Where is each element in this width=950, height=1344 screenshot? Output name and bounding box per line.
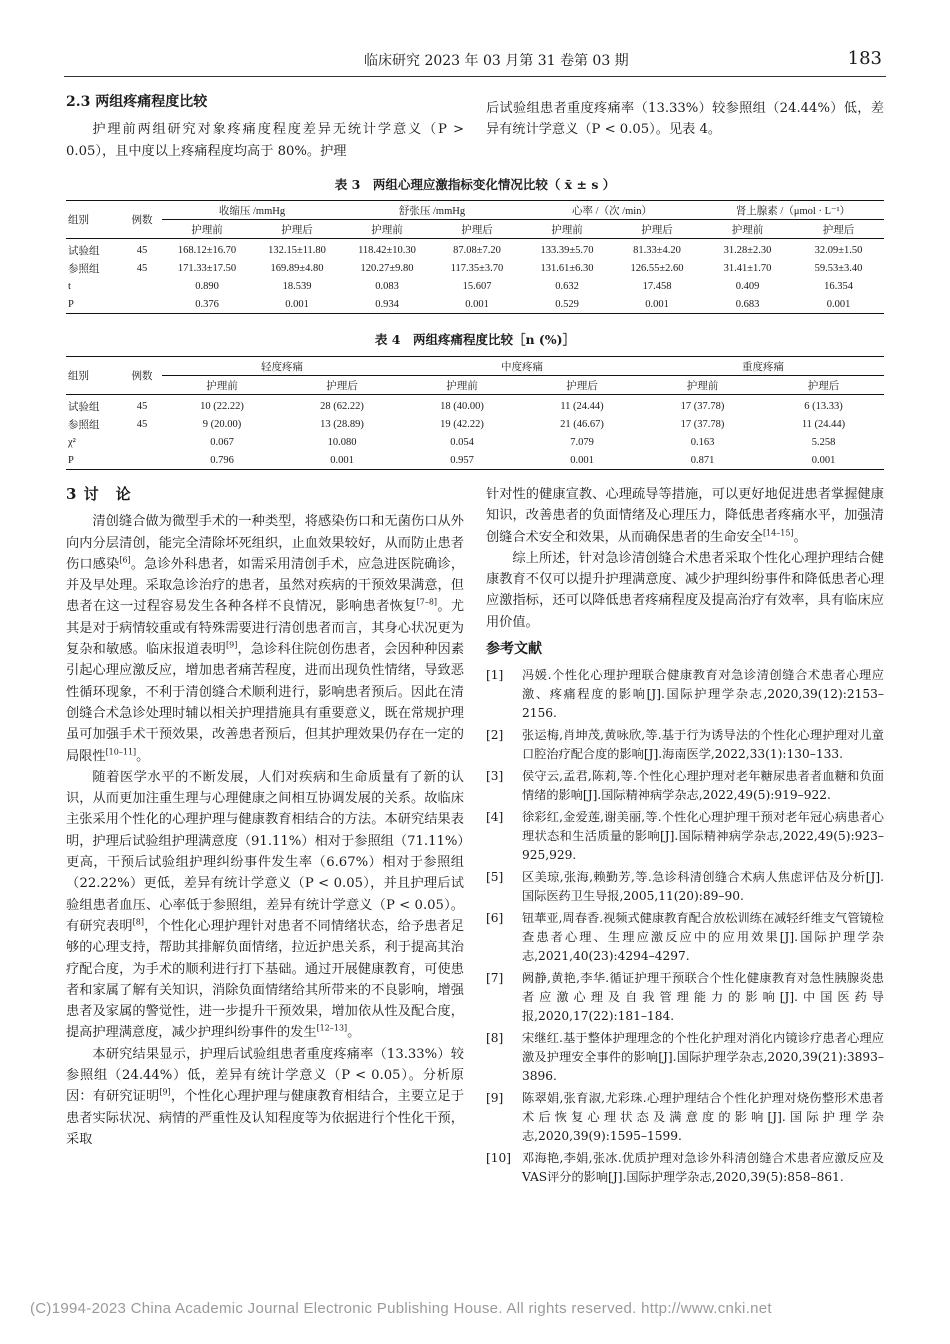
sub-header: 护理前 bbox=[522, 220, 612, 239]
reference-list bbox=[486, 666, 884, 1187]
sub-header: 护理后 bbox=[432, 220, 522, 239]
table-cell: 0.001 bbox=[793, 295, 884, 314]
table4 bbox=[66, 356, 884, 470]
group-header: 轻度疼痛 bbox=[162, 357, 402, 376]
table-cell: 0.871 bbox=[642, 451, 763, 470]
reference-item: [10] 邓海艳,李娟,张冰.优质护理对急诊外科清创缝合术患者应激反应及VAS评分的影响[J].国际护理学杂志,2020,39(5):858–861. bbox=[486, 1151, 884, 1185]
table-row bbox=[66, 295, 884, 314]
table-cell: 59.53±3.40 bbox=[814, 262, 863, 274]
table-cell: 0.376 bbox=[162, 295, 252, 314]
table-cell: 0.163 bbox=[690, 436, 715, 448]
table-cell: P bbox=[66, 295, 122, 314]
col-n: 例数 bbox=[122, 201, 162, 239]
table-cell: 0.054 bbox=[450, 436, 474, 448]
table-row bbox=[66, 395, 884, 416]
sub-header: 护理后 bbox=[252, 220, 342, 239]
citation: [7–8] bbox=[416, 598, 438, 608]
col-group: 组别 bbox=[66, 357, 122, 395]
table-cell: 17.458 bbox=[642, 280, 672, 292]
table-cell: 117.35±3.70 bbox=[450, 262, 504, 274]
section-2-3-continued bbox=[486, 98, 884, 141]
table-cell: 168.12±16.70 bbox=[177, 244, 237, 256]
table-cell: P bbox=[66, 451, 122, 470]
table-cell: 131.61±6.30 bbox=[540, 262, 594, 274]
table-cell: 120.27±9.80 bbox=[360, 262, 414, 274]
table-cell: 31.28±2.30 bbox=[723, 244, 772, 256]
table-cell: 0.934 bbox=[342, 295, 432, 314]
citation: [8] bbox=[132, 917, 145, 927]
table-cell bbox=[122, 451, 162, 470]
table3-caption: 表 3 两组心理应激指标变化情况比较（ x̄ ± s ） bbox=[334, 177, 616, 192]
table-cell: 31.41±1.70 bbox=[723, 262, 772, 274]
sub-header: 护理后 bbox=[522, 376, 642, 395]
table-cell: 0.796 bbox=[162, 451, 282, 470]
col-n: 例数 bbox=[122, 357, 162, 395]
reference-item: [2] 张运梅,肖坤茂,黄咏欣,等.基于行为诱导法的个性化心理护理对儿童口腔治疗配合度的影响[J].海南医学,2022,33(1):130–133. bbox=[486, 728, 884, 762]
table-cell: 19 (42.22) bbox=[440, 418, 484, 430]
table-cell: 0.001 bbox=[522, 451, 642, 470]
col-group: 组别 bbox=[66, 201, 122, 239]
table-cell: 0.001 bbox=[612, 295, 702, 314]
table3-body bbox=[66, 239, 884, 314]
group-header: 中度疼痛 bbox=[402, 357, 642, 376]
table-cell: 28 (62.22) bbox=[320, 400, 364, 412]
table-cell: 87.08±7.20 bbox=[453, 244, 501, 256]
reference-item: [3] 侯守云,孟君,陈莉,等.个性化心理护理对老年糖尿患者者血糖和负面情绪的影响[J].国际精神病学杂志,2022,49(5):919–922. bbox=[486, 769, 884, 803]
paragraph: 随着医学水平的不断发展，人们对疾病和生命质量有了新的认识，从而更加注重生理与心理健康之间相互协调发展的关系。故临床主张采用个性化的心理护理与健康教育相结合的方法。本研究结果表明，护理后试验组护理满意度（91.11%）相对于参照组（71.11%）更高，干预后试验组护理纠纷事件发生率（6.67%）相对于参照组（22.22%）更低，差异有统计学意义（P < 0.05），并且护理后试验组患者血压、心率低于参照组，差异有统计学意义（P < 0.05）。有研究表明[8]，个性化心理护理针对患者不同情绪状态，给予患者足够的心理支持，帮助其排解负面情绪，拉近护患关系，利于提高其治疗配合度，为手术的顺利进行打下基础。通过开展健康教育，可使患者和家属了解有关知识，消除负面情绪给其所带来的不良影响，增强患者及家属的警觉性，进一步提升干预效果，增加依从性及配合度，提高护理满意度，减少护理纠纷事件的发生[12–13]。 bbox=[66, 769, 465, 1041]
section-heading: 3 讨 论 bbox=[66, 485, 132, 503]
paragraph: 针对性的健康宣教、心理疏导等措施，可以更好地促进患者掌握健康知识，改善患者的负面情绪及心理压力，降低患者疼痛水平，加强清创缝合术安全和效果，从而确保患者的生命安全[14–15]。 bbox=[486, 487, 884, 545]
table-row bbox=[66, 259, 884, 277]
reference-item: [6] 钮華亚,周春香.视频式健康教育配合放松训练在减轻纤维支气管镜检查患者心理、生理应激反应中的应用效果[J].国际护理学杂志,2021,40(23):4294–4297. bbox=[486, 911, 884, 964]
paragraph: 综上所述，针对急诊清创缝合术患者采取个性化心理护理结合健康教育不仅可以提升护理满意度、减少护理纠纷事件和降低患者心理应激指标，还可以降低患者疼痛程度及提高治疗有效率，具有临床应用价值。 bbox=[486, 550, 884, 630]
table-cell: 0.001 bbox=[252, 295, 342, 314]
table-cell: 11 (24.44) bbox=[801, 418, 846, 430]
table-cell: 试验组 bbox=[68, 245, 100, 257]
table-cell: 0.957 bbox=[402, 451, 522, 470]
citation: [14–15] bbox=[762, 528, 794, 538]
sub-header: 护理后 bbox=[763, 376, 884, 395]
table-cell: 6 (13.33) bbox=[804, 400, 843, 412]
journal-issue: 临床研究 2023 年 03 月第 31 卷第 03 期 bbox=[364, 53, 629, 69]
table-cell: 15.607 bbox=[462, 280, 492, 292]
table-cell: 32.09±1.50 bbox=[814, 244, 863, 256]
citation: [6] bbox=[119, 555, 131, 565]
reference-item: [9] 陈翠娟,张育淑,尤彩珠.心理护理结合个性化护理对烧伤整形术患者术后恢复心理状态及满意度的影响[J].国际护理学杂志,2020,39(9):1595–1599. bbox=[486, 1091, 884, 1144]
table-cell bbox=[122, 277, 162, 295]
citation: [12–13] bbox=[316, 1024, 348, 1034]
references-heading: 参考文献 bbox=[486, 641, 542, 658]
table-cell: 45 bbox=[136, 244, 148, 256]
table-row bbox=[66, 415, 884, 433]
table-cell: t bbox=[68, 280, 71, 292]
sub-header: 护理前 bbox=[342, 220, 432, 239]
discussion-section bbox=[66, 484, 464, 1150]
page-number: 183 bbox=[847, 48, 882, 69]
table-cell: 13 (28.89) bbox=[320, 418, 364, 430]
citation: [10–11] bbox=[105, 747, 137, 757]
table3 bbox=[66, 200, 884, 314]
table-cell: 17 (37.78) bbox=[680, 418, 725, 430]
copyright-footer: (C)1994-2023 China Academic Journal Electronic Publishing House. All rights reserved. http://www.cnki.net bbox=[30, 1300, 772, 1317]
table-row bbox=[66, 433, 884, 451]
sub-header: 护理前 bbox=[162, 376, 282, 395]
citation: [9] bbox=[226, 640, 238, 650]
table-cell: 9 (20.00) bbox=[202, 418, 242, 430]
table-cell: 0.529 bbox=[522, 295, 612, 314]
table-cell: 18 (40.00) bbox=[440, 400, 484, 412]
table-cell: 0.083 bbox=[375, 280, 399, 292]
reference-item: [4] 徐彩红,金爱莲,谢美丽,等.个性化心理护理干预对老年冠心病患者心理状态和生活质量的影响[J].国际精神病学杂志,2022,49(5):923–925,929. bbox=[486, 810, 884, 863]
metric-header: 收缩压 /mmHg bbox=[162, 201, 342, 220]
paragraph: 护理前两组研究对象疼痛度程度差异无统计学意义（P > 0.05），且中度以上疼痛程度均高于 80%。护理 bbox=[66, 122, 464, 159]
reference-item: [8] 宋继红.基于整体护理理念的个性化护理对消化内镜诊疗患者心理应激及护理安全事件的影响[J].国际护理学杂志,2020,39(21):3893–3896. bbox=[486, 1031, 884, 1084]
citation: [9] bbox=[159, 1087, 171, 1097]
page-header bbox=[64, 48, 886, 77]
paragraph: 本研究结果显示，护理后试验组患者重度疼痛率（13.33%）较参照组（24.44%）低，差异有统计学意义（P < 0.05）。分析原因：有研究证明[9]，个性化心理护理与健康教育相结合，主要立足于患者实际状况、病情的严重性及认知程度等为依据进行个性化干预，采取 bbox=[66, 1046, 465, 1147]
table4-body bbox=[66, 395, 884, 470]
table-row bbox=[66, 451, 884, 470]
table-cell: 试验组 bbox=[68, 401, 100, 413]
reference-item: [5] 区美琼,张海,赖勤芳,等.急诊科清创缝合术病人焦虑评估及分析[J].国际医药卫生导报,2005,11(20):89–90. bbox=[486, 870, 884, 904]
table-cell: 132.15±11.80 bbox=[268, 244, 326, 256]
paragraph: 后试验组患者重度疼痛率（13.33%）较参照组（24.44%）低，差异有统计学意义（P < 0.05）。见表 4。 bbox=[486, 101, 884, 138]
table-cell: 0.001 bbox=[763, 451, 884, 470]
metric-header: 肾上腺素 /（μmol · L⁻¹） bbox=[702, 201, 884, 220]
table-cell: 118.42±10.30 bbox=[358, 244, 416, 256]
table4-caption: 表 4 两组疼痛程度比较［n (%)］ bbox=[374, 332, 576, 347]
table-cell: 0.001 bbox=[282, 451, 402, 470]
sub-header: 护理前 bbox=[642, 376, 763, 395]
right-column bbox=[486, 484, 884, 1190]
paragraph: 清创缝合做为微型手术的一种类型，将感染伤口和无菌伤口从外向内分层清创，能完全清除坏死组织，止血效果较好，从而防止患者伤口感染[6]。急诊外科患者，如需采用清创手术，应急进医院确诊，并及早处理。采取急诊治疗的患者，虽然对疾病的干预效果满意，但患者在这一过程容易发生各种各样不良情况，影响患者恢复[7–8]。尤其是对于病情较重或有特殊需要进行清创患者而言，其身心状况更为复杂和敏感。临床报道表明[9]，急诊科住院创伤患者，会因种种因素引起心理应激反应，增加患者痛苦程度，进而出现负性情绪，导致恶性循环现象，不利于清创缝合术顺利进行，影响患者预后。因此在清创缝合术急诊处理时辅以相关护理措施具有重要意义，既在常规护理虽可加强手术干预效果，改善患者预后，但其护理效果仍存在一定的局限性[10–11]。 bbox=[66, 514, 465, 764]
metric-header: 舒张压 /mmHg bbox=[342, 201, 522, 220]
table-cell: 17 (37.78) bbox=[680, 400, 725, 412]
section-2-3 bbox=[66, 92, 464, 162]
table-cell: 0.409 bbox=[735, 280, 760, 292]
table-cell: 0.001 bbox=[432, 295, 522, 314]
table-cell: 126.55±2.60 bbox=[630, 262, 684, 274]
table-cell: 21 (46.67) bbox=[560, 418, 604, 430]
metric-header: 心率 /（次 /min） bbox=[522, 201, 702, 220]
sub-header: 护理后 bbox=[793, 220, 884, 239]
sub-header: 护理前 bbox=[402, 376, 522, 395]
reference-item: [1] 冯媛.个性化心理护理联合健康教育对急诊清创缝合术患者心理应激、疼痛程度的影响[J].国际护理学杂志,2020,39(12):2153–2156. bbox=[486, 668, 884, 721]
table-cell: 45 bbox=[136, 418, 148, 430]
sub-header: 护理前 bbox=[702, 220, 793, 239]
table-row bbox=[66, 277, 884, 295]
group-header: 重度疼痛 bbox=[642, 357, 884, 376]
sub-header: 护理后 bbox=[612, 220, 702, 239]
table-cell: 0.632 bbox=[555, 280, 579, 292]
table-cell bbox=[122, 295, 162, 314]
table-cell: 11 (24.44) bbox=[560, 400, 604, 412]
table-cell: χ² bbox=[68, 436, 76, 448]
table-cell: 45 bbox=[136, 262, 148, 274]
table-cell: 81.33±4.20 bbox=[633, 244, 681, 256]
table-cell: 18.539 bbox=[282, 280, 312, 292]
table-cell bbox=[122, 433, 162, 451]
reference-item: [7] 阙静,黄艳,李华.循证护理干预联合个性化健康教育对急性胰腺炎患者应激心理及自我管理能力的影响[J].中国医药导报,2020,17(22):181–184. bbox=[486, 971, 884, 1024]
section-heading: 2.3 两组疼痛程度比较 bbox=[66, 94, 208, 110]
table-cell: 45 bbox=[136, 400, 148, 412]
table-cell: 16.354 bbox=[824, 280, 853, 292]
table-cell: 169.89±4.80 bbox=[270, 262, 324, 274]
table-cell: 0.890 bbox=[195, 280, 219, 292]
table-cell: 10.080 bbox=[327, 436, 357, 448]
sub-header: 护理前 bbox=[162, 220, 252, 239]
table-cell: 171.33±17.50 bbox=[177, 262, 237, 274]
table-cell: 0.683 bbox=[702, 295, 793, 314]
table-cell: 参照组 bbox=[68, 419, 100, 431]
table-cell: 10 (22.22) bbox=[200, 400, 244, 412]
table-cell: 0.067 bbox=[210, 436, 234, 448]
table-cell: 5.258 bbox=[811, 436, 836, 448]
table-cell: 133.39±5.70 bbox=[540, 244, 594, 256]
sub-header: 护理后 bbox=[282, 376, 402, 395]
table-cell: 7.079 bbox=[570, 436, 594, 448]
table-row bbox=[66, 239, 884, 260]
table-cell: 参照组 bbox=[68, 263, 100, 275]
